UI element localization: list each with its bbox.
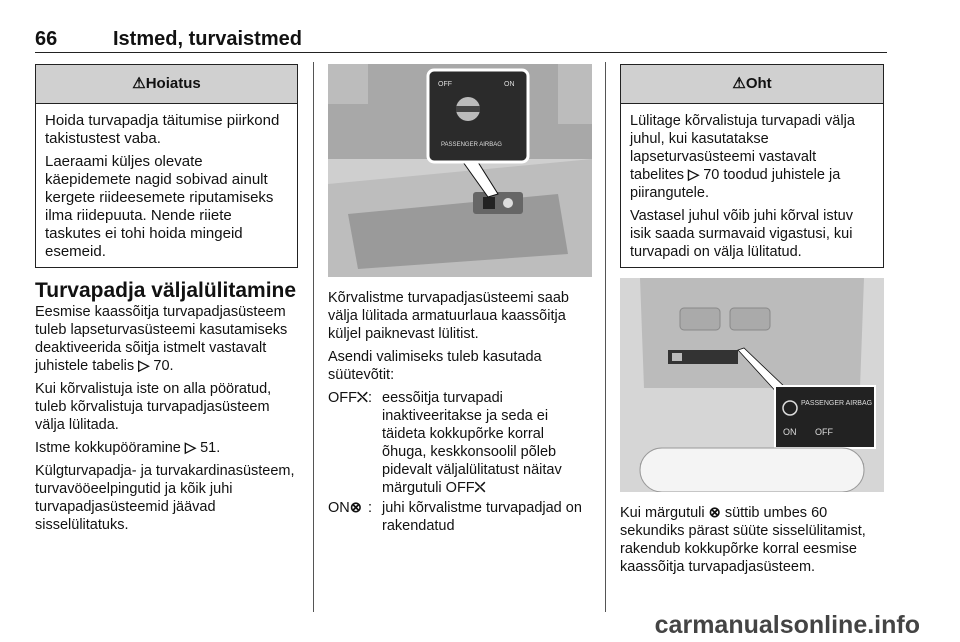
column-divider — [313, 62, 314, 612]
warning-triangle-icon: ⚠ — [732, 75, 746, 92]
table-value: juhi kõrvalistme turvapadjad on rakendatud — [382, 500, 582, 534]
warning-text: Hoida turvapadja täitumise piirkond takistustest vaba. — [45, 112, 280, 147]
svg-text:ON: ON — [783, 427, 797, 437]
airbag-off-icon: ⛌ — [357, 390, 368, 406]
airbag-off-icon: ⛌ — [474, 480, 486, 496]
column-right — [620, 64, 884, 581]
column-divider — [605, 62, 606, 612]
page-number: 66 — [35, 28, 58, 50]
page-title: Istmed, turvaistmed — [113, 28, 302, 50]
svg-text:PASSENGER AIRBAG: PASSENGER AIRBAG — [441, 142, 502, 148]
svg-text:PASSENGER AIRBAG: PASSENGER AIRBAG — [801, 400, 873, 407]
section-heading: Turvapadja väljalülitamine — [35, 279, 297, 302]
caution-box-title: ⚠Oht — [621, 65, 883, 104]
column-left — [35, 64, 298, 539]
page-header — [35, 28, 302, 51]
body-paragraph: Eesmise kaassõitja turvapadjasüsteem tuleb lapseturvasüsteemi kasutamiseks deaktiveerida sõitja istmelt vastavalt juhistele tabelis ▷ 70. — [35, 304, 288, 374]
caution-box — [620, 64, 884, 268]
body-paragraph: Kui märgutuli ⊗ süttib umbes 60 sekundiks pärast süüte sisselülitamist, rakendub kokkupõrke korral eesmise kaassõitja turvapadjasüsteem. — [620, 505, 866, 575]
page-ref-icon: ▷ — [138, 358, 150, 374]
watermark: carmanualsonline.info — [654, 611, 920, 639]
caution-text: Lülitage kõrvalistuja turvapadi välja juhul, kui kasutatakse lapseturvasüsteemi vastavalt tabelites ▷ 70 toodud juhistele ja piirangutele. — [630, 113, 855, 201]
airbag-switch-illustration — [328, 64, 592, 277]
warning-triangle-icon: ⚠ — [132, 75, 146, 92]
page-ref-icon: ▷ — [688, 167, 700, 183]
svg-text:OFF: OFF — [438, 81, 452, 88]
table-key: ON⊗ — [328, 500, 362, 516]
column-middle — [328, 64, 592, 535]
warning-box — [35, 64, 298, 268]
airbag-on-icon: ⊗ — [349, 500, 362, 516]
body-paragraph: Istme kokkupööramine ▷ 51. — [35, 440, 221, 456]
body-paragraph: Kui kõrvalistuja iste on alla pööratud, tuleb kõrvalistuja turvapadjasüsteem välja lülitada. — [35, 381, 272, 433]
switch-position-table: OFF⛌ : eessõitja turvapadi inaktiveeritakse ja seda ei täideta kokkupõrke korral õhuga, keskkonsoolil põleb pidevalt väljalülitatust näitav märgutuli OFF⛌ ON⊗ : juhi kõrvalistme turvapadjad on rakendatud — [328, 389, 592, 535]
overhead-console-figure — [620, 278, 884, 492]
table-key: OFF⛌ — [328, 390, 368, 406]
airbag-on-icon: ⊗ — [708, 505, 721, 521]
airbag-switch-figure — [328, 64, 592, 277]
body-paragraph: Kõrvalistme turvapadjasüsteemi saab välja lülitada armatuurlaua kaassõitja küljel paiknevast lülitist. — [328, 290, 569, 342]
page-ref-icon: ▷ — [184, 440, 197, 456]
warning-box-title: ⚠Hoiatus — [36, 65, 297, 104]
table-value: eessõitja turvapadi inaktiveeritakse ja seda ei täideta kokkupõrke korral õhuga, keskkonsoolil põleb pidevalt väljalülitatust näitav märgutuli OFF⛌ — [382, 390, 562, 496]
overhead-console-illustration — [620, 278, 884, 492]
header-rule — [35, 52, 887, 53]
caution-text: Vastasel juhul võib juhi kõrval istuv isik saada surmavaid vigastusi, kui turvapadi on välja lülitatud. — [630, 208, 853, 260]
svg-text:OFF: OFF — [815, 427, 833, 437]
body-paragraph: Asendi valimiseks tuleb kasutada süütevõtit: — [328, 349, 542, 383]
body-paragraph: Külgturvapadja- ja turvakardinasüsteem, turvavööeelpingutid ja kõik juhi turvapadjasüsteemid jäävad sisselülitatuks. — [35, 463, 295, 533]
svg-text:ON: ON — [504, 81, 515, 88]
warning-text: Laeraami küljes olevate käepidemete nagid sobivad ainult kergete riideesemete riputamiseks ilma riidepuuta. Nende riiete taskutes ei tohi hoida mingeid esemeid. — [45, 153, 274, 260]
